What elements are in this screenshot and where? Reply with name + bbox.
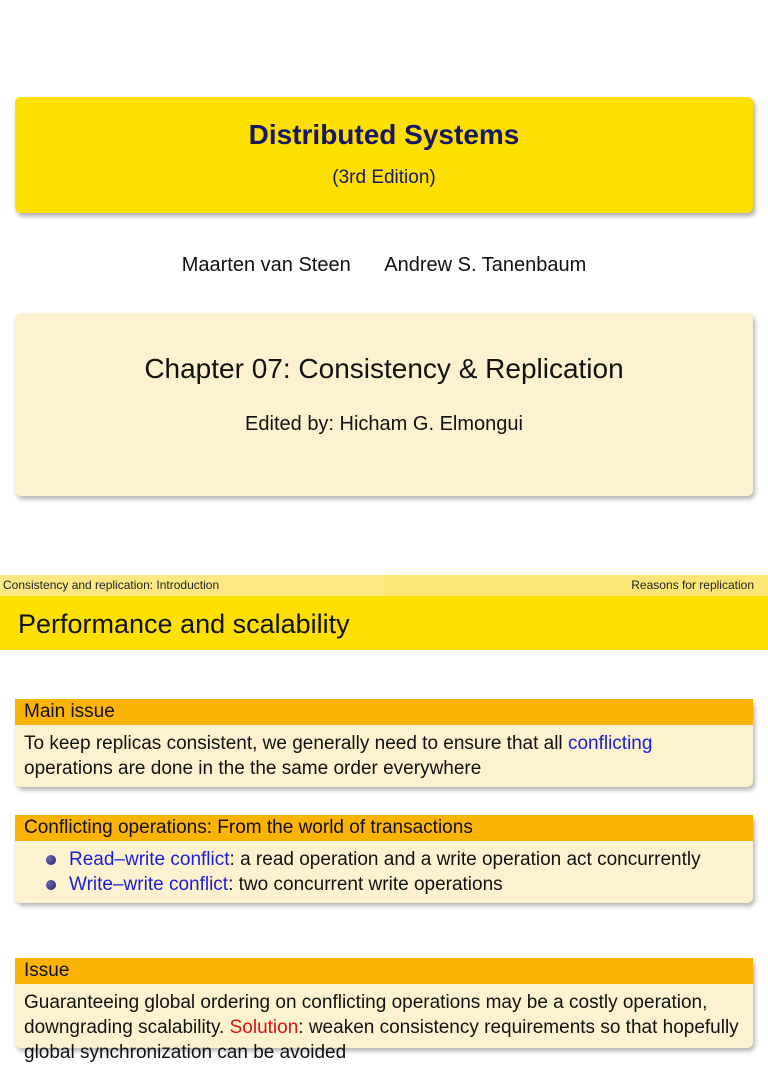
- read-write-desc: : a read operation and a write operation act concurrently: [229, 849, 701, 870]
- issue-text-1: Guaranteeing global ordering on conflicting operations may be a costly operation, downgrading scalability.: [24, 992, 708, 1038]
- chapter-title: Chapter 07: Consistency & Replication: [144, 353, 624, 384]
- main-issue-block: [15, 699, 753, 787]
- author-2: Andrew S. Tanenbaum: [384, 254, 587, 276]
- conflicting-operations-block: [15, 815, 753, 903]
- main-issue-body: [15, 725, 753, 787]
- chapter-block: [15, 313, 753, 496]
- bullet-icon: [46, 880, 56, 890]
- header-section: [0, 575, 384, 596]
- header-subsection: [384, 575, 768, 596]
- frame-title-bar: [0, 596, 768, 650]
- conflict-list: [24, 847, 744, 897]
- solution-term: Solution: [229, 1017, 299, 1038]
- authors-line: [0, 254, 768, 277]
- list-item: [24, 847, 744, 872]
- write-write-term: Write–write conflict: [69, 874, 229, 895]
- write-write-desc: : two concurrent write operations: [228, 874, 503, 895]
- header-subsection-label: Reasons for replication: [631, 578, 754, 592]
- frame-title: Performance and scalability: [18, 609, 350, 639]
- chapter-editor: Edited by: Hicham G. Elmongui: [245, 413, 523, 435]
- slide-header-bar: [0, 575, 768, 596]
- book-title: Distributed Systems: [248, 119, 520, 150]
- main-issue-text-1: To keep replicas consistent, we generally need to ensure that all: [24, 733, 568, 754]
- conflicting-operations-body: [15, 841, 753, 903]
- read-write-term: Read–write conflict: [69, 849, 230, 870]
- conflicting-term: conflicting: [567, 733, 653, 754]
- issue-text-2: : weaken consistency requirements so that hopefully global synchronization can be avoided: [24, 1017, 739, 1063]
- issue-heading: Issue: [15, 958, 753, 984]
- conflicting-operations-heading: Conflicting operations: From the world of transactions: [15, 815, 753, 841]
- main-issue-heading: Main issue: [15, 699, 753, 725]
- title-block: [15, 97, 753, 213]
- book-edition: (3rd Edition): [332, 167, 436, 188]
- list-item: [24, 872, 744, 897]
- issue-block: [15, 958, 753, 1063]
- header-section-label: Consistency and replication: Introduction: [3, 578, 220, 592]
- bullet-icon: [46, 855, 56, 865]
- issue-body: [15, 984, 753, 1071]
- main-issue-text-2: operations are done in the the same order everywhere: [24, 758, 482, 779]
- author-1: Maarten van Steen: [181, 254, 351, 276]
